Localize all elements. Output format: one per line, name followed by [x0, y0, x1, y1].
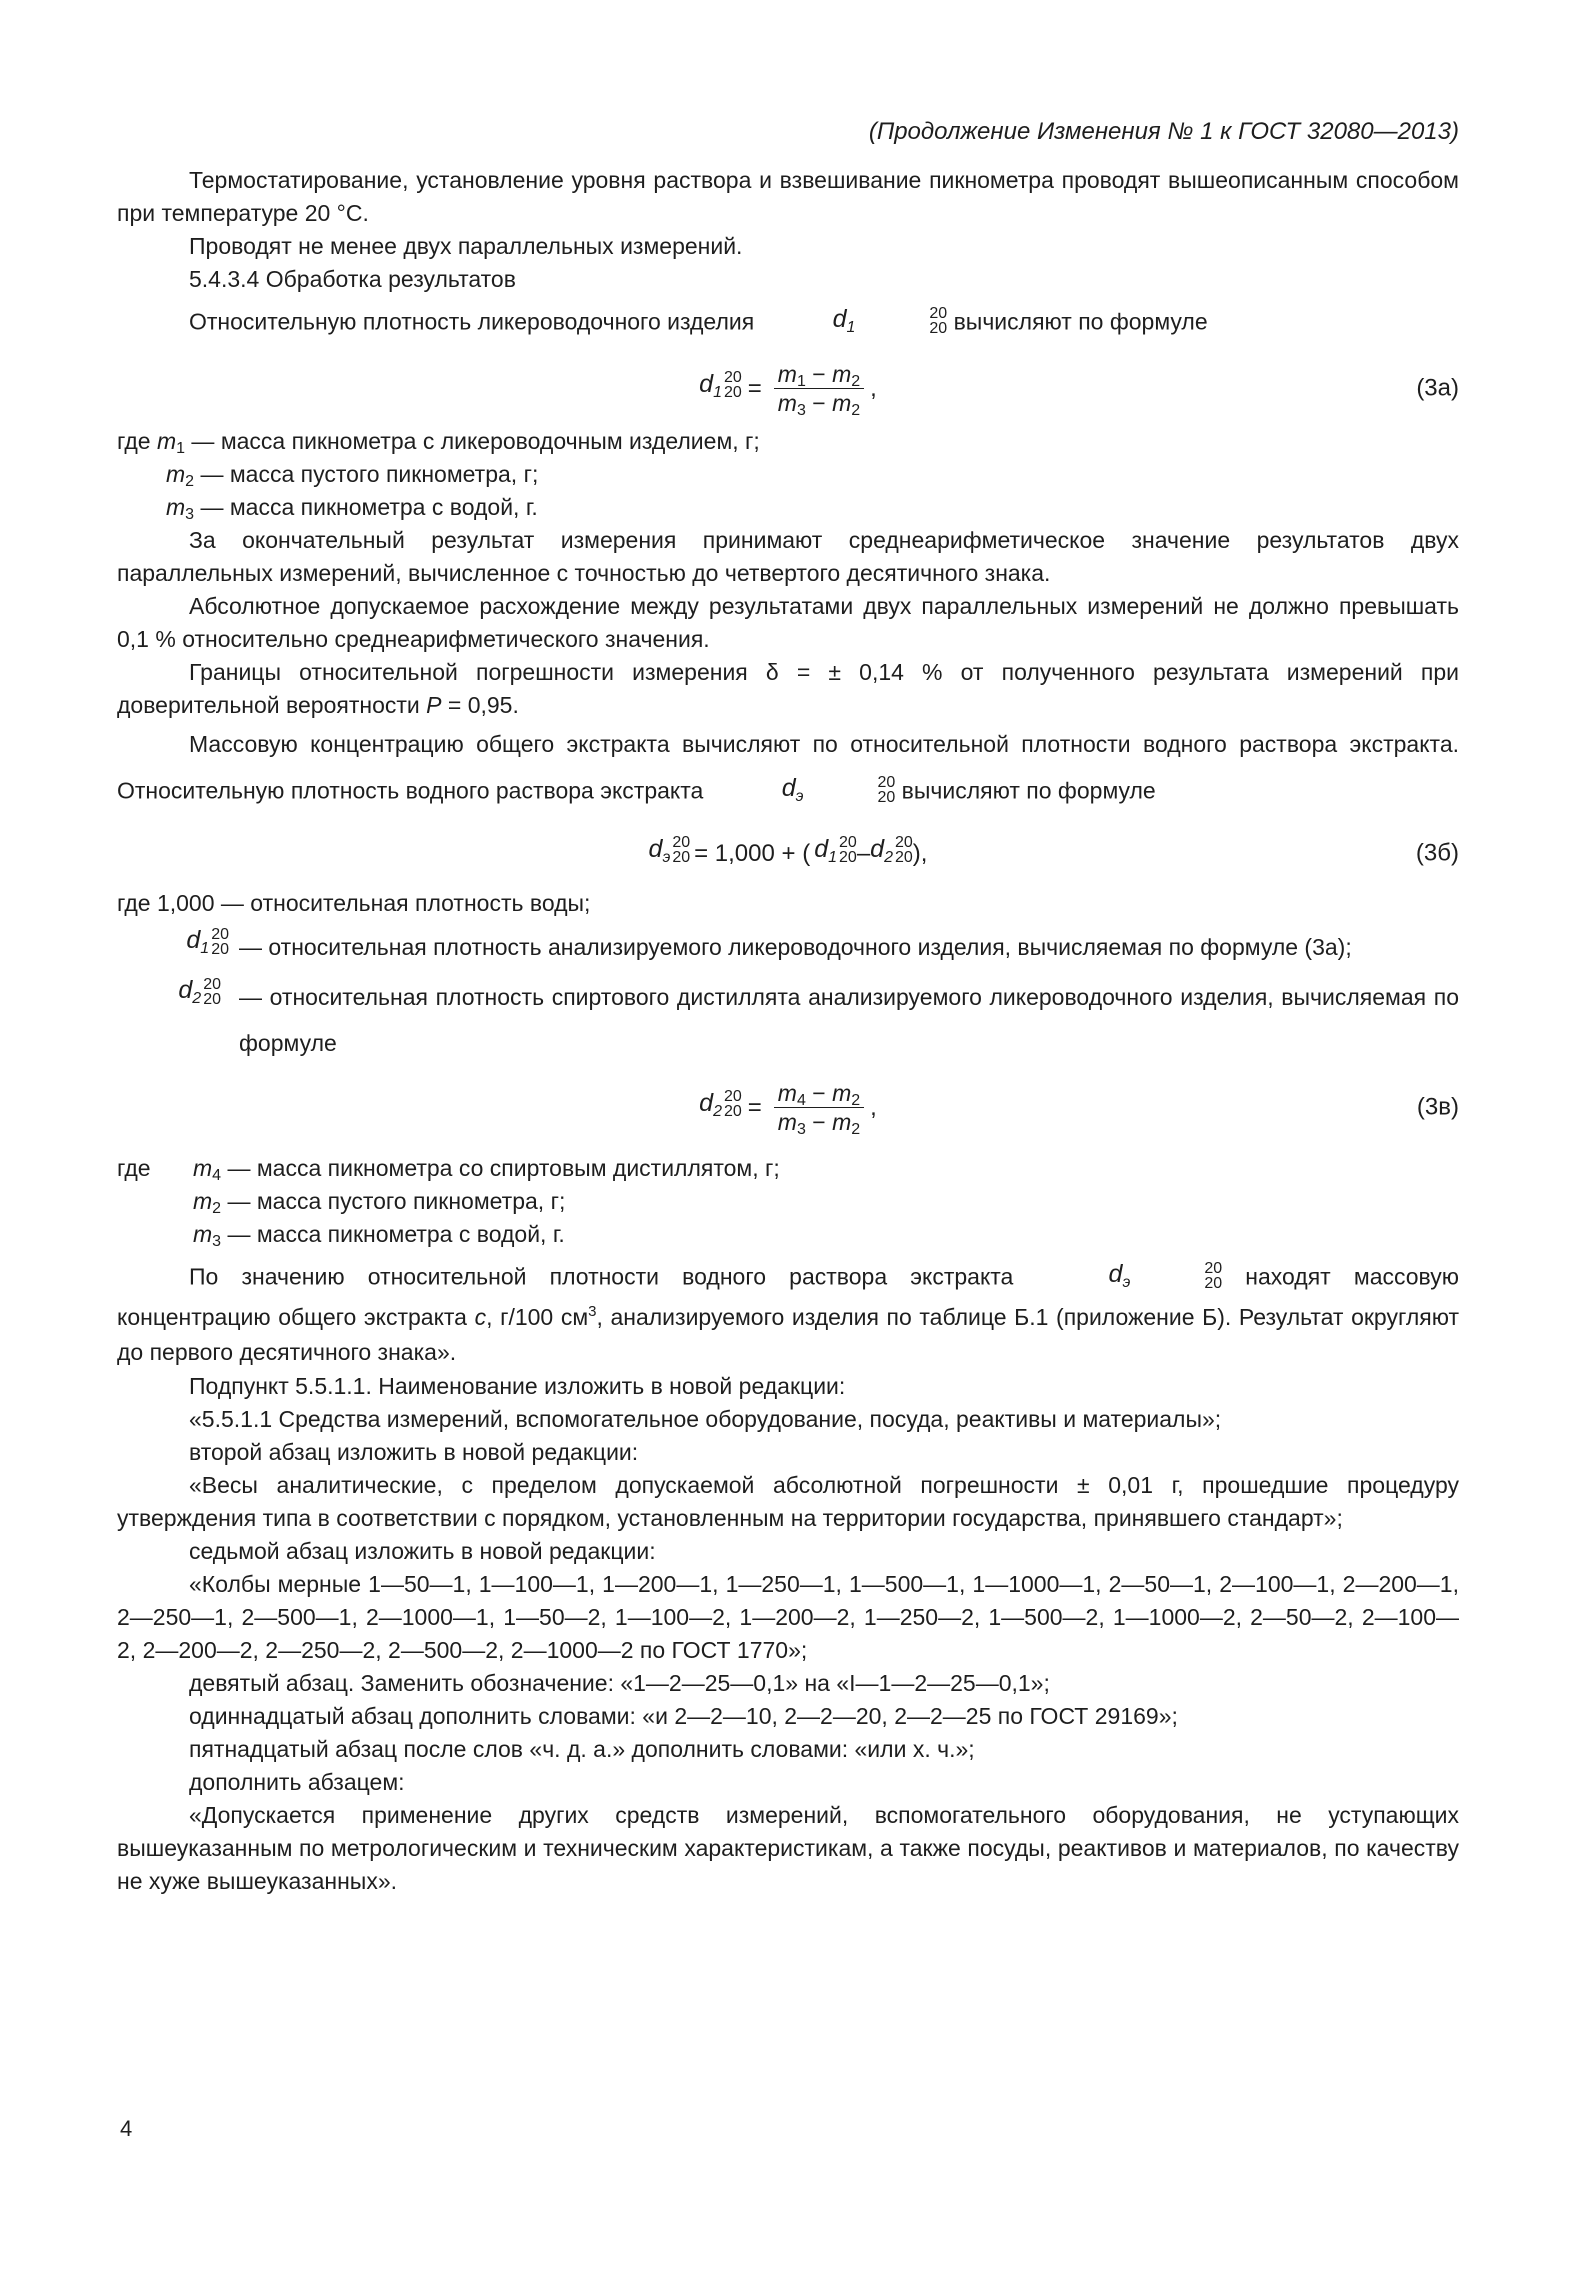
paragraph-alternatives: «Допускается применение других средств измерений, вспомогательного оборудования, не уступающих вышеуказанным по метрологическим и техническим характеристикам, а также посуды, реактивов и материалов, по качеству не хуже вышеуказанных». [117, 1802, 1459, 1894]
symbol-de: $d_э$ 20 20 [781, 773, 896, 806]
paragraph-flasks: «Колбы мерные 1—50—1, 1—100—1, 1—200—1, 1—250—1, 1—500—1, 1—1000—1, 2—50—1, 2—100—1, 2—200—1, 2—250—1, 2—500—1, 2—1000—1, 1—50—2, 1—100—2, 1—200—2, 1—250—2, 1—500—2, 1—1000—2, 2—50—2, 2—100—2, 2—200—2, 2—250—2, 2—500—2, 2—1000—2 по ГОСТ 1770»; [117, 1571, 1459, 1663]
paragraph-seventh: седьмой абзац изложить в новой редакции: [189, 1538, 656, 1564]
formula-number-3a: (3а) [1416, 374, 1459, 402]
paragraph-scales: «Весы аналитические, с пределом допускаемой абсолютной погрешности ± 0,01 г, прошедшие процедуру утверждения типа в соответствии с порядком, установленным на территории государства, принявшего стандарт»; [117, 1472, 1459, 1531]
where-water: где 1,000 — относительная плотность воды; [117, 890, 591, 916]
running-header: (Продолжение Изменения № 1 к ГОСТ 32080—2013) [868, 118, 1459, 145]
document-page [117, 115, 1459, 1898]
paragraph-subclause: Подпункт 5.5.1.1. Наименование изложить в новой редакции: [189, 1373, 846, 1399]
paragraph-error-bounds: Границы относительной погрешности измерения δ = ± 0,14 % от полученного результата измерений при доверительной вероятности P = 0,95. [117, 659, 1459, 718]
paragraph-density-intro: Относительную плотность ликероводочного изделия $d_1$ 20 20 вычисляют по формуле [117, 296, 1459, 351]
definition-d2: $d_2$ 20 20 — относительная плотность спиртового дистиллята анализируемого ликероводочного изделия, вычисляемая по формуле [178, 975, 1459, 1056]
formula-3c: $d_2$ 20 20 = $\frac{m_4 - m_2}{m_3 - m_2}$ , (3в) [699, 1079, 1459, 1138]
paragraph-add: дополнить абзацем: [189, 1769, 405, 1795]
formula-3a: $d_1$ 20 20 = $\frac{m_1 - m_2}{m_3 - m_2}$ , (3а) [699, 360, 1459, 419]
paragraph-eleventh: одиннадцатый абзац дополнить словами: «и 2—2—10, 2—2—20, 2—2—25 по ГОСТ 29169»; [189, 1703, 1178, 1729]
paragraph-ninth: девятый абзац. Заменить обозначение: «1—2—25—0,1» на «I—1—2—25—0,1»; [189, 1670, 1050, 1696]
paragraph-absolute-deviation: Абсолютное допускаемое расхождение между результатами двух параллельных измерений не должно превышать 0,1 % относительно среднеарифметического значения. [117, 593, 1459, 652]
paragraph-final-result: За окончательный результат измерения принимают среднеарифметическое значение результатов двух параллельных измерений, вычисленное с точностью до четвертого десятичного знака. [117, 527, 1459, 586]
paragraph-second: второй абзац изложить в новой редакции: [189, 1439, 639, 1465]
formula-number-3c: (3в) [1416, 1093, 1459, 1121]
paragraph-fifteenth: пятнадцатый абзац после слов «ч. д. а.» дополнить словами: «или х. ч.»; [189, 1736, 975, 1762]
paragraph-new-title: «5.5.1.1 Средства измерений, вспомогательное оборудование, посуда, реактивы и материалы»; [189, 1406, 1222, 1432]
paragraph-parallel: Проводят не менее двух параллельных измерений. [189, 233, 743, 259]
paragraph-thermostat: Термостатирование, установление уровня раствора и взвешивание пикнометра проводят вышеописанным способом при температуре 20 °С. [117, 167, 1459, 226]
symbol-de: $d_э$ 20 20 [1108, 1259, 1223, 1292]
symbol-d1: $d_1$ 20 20 [832, 304, 948, 337]
paragraph-extract: Массовую концентрацию общего экстракта вычисляют по относительной плотности водного раствора экстракта. Относительную плотность водного раствора экстракта $d_э$ 20 20 вычисляют по формуле [117, 722, 1459, 819]
page-number: 4 [120, 2116, 133, 2141]
formula-number-3b: (3б) [1415, 839, 1459, 867]
paragraph-extract-table: По значению относительной плотности водного раствора экстракта $d_э$ 20 20 находят массовую концентрацию общего экстракта c, г/100 $см^3$, анализируемого изделия по таблице Б.1 (приложение Б). Результат округляют до первого десятичного знака». [117, 1257, 1459, 1370]
section-heading: 5.4.3.4 Обработка результатов [189, 266, 516, 292]
formula-3b: $d_э$ 20 20 = 1,000 + ( $d_1$ 20 20 – $d_2$ 20 20 ), (3б) [117, 819, 1459, 887]
where-block-3c: где $m_4$ — масса пикнометра со спиртовым дистиллятом, г; $m_2$ — масса пустого пикнометра, г; $m_3$ — масса пикнометра с водой, г. [117, 1155, 780, 1250]
definition-d1: $d_1$ 20 20 — относительная плотность анализируемого ликероводочного изделия, вычисляемая по формуле (3а); [186, 925, 1352, 960]
where-block-3a: где $m_1$ — масса пикнометра с ликероводочным изделием, г; $m_2$ — масса пустого пикнометра, г; $m_3$ — масса пикнометра с водой, г. [117, 428, 760, 523]
